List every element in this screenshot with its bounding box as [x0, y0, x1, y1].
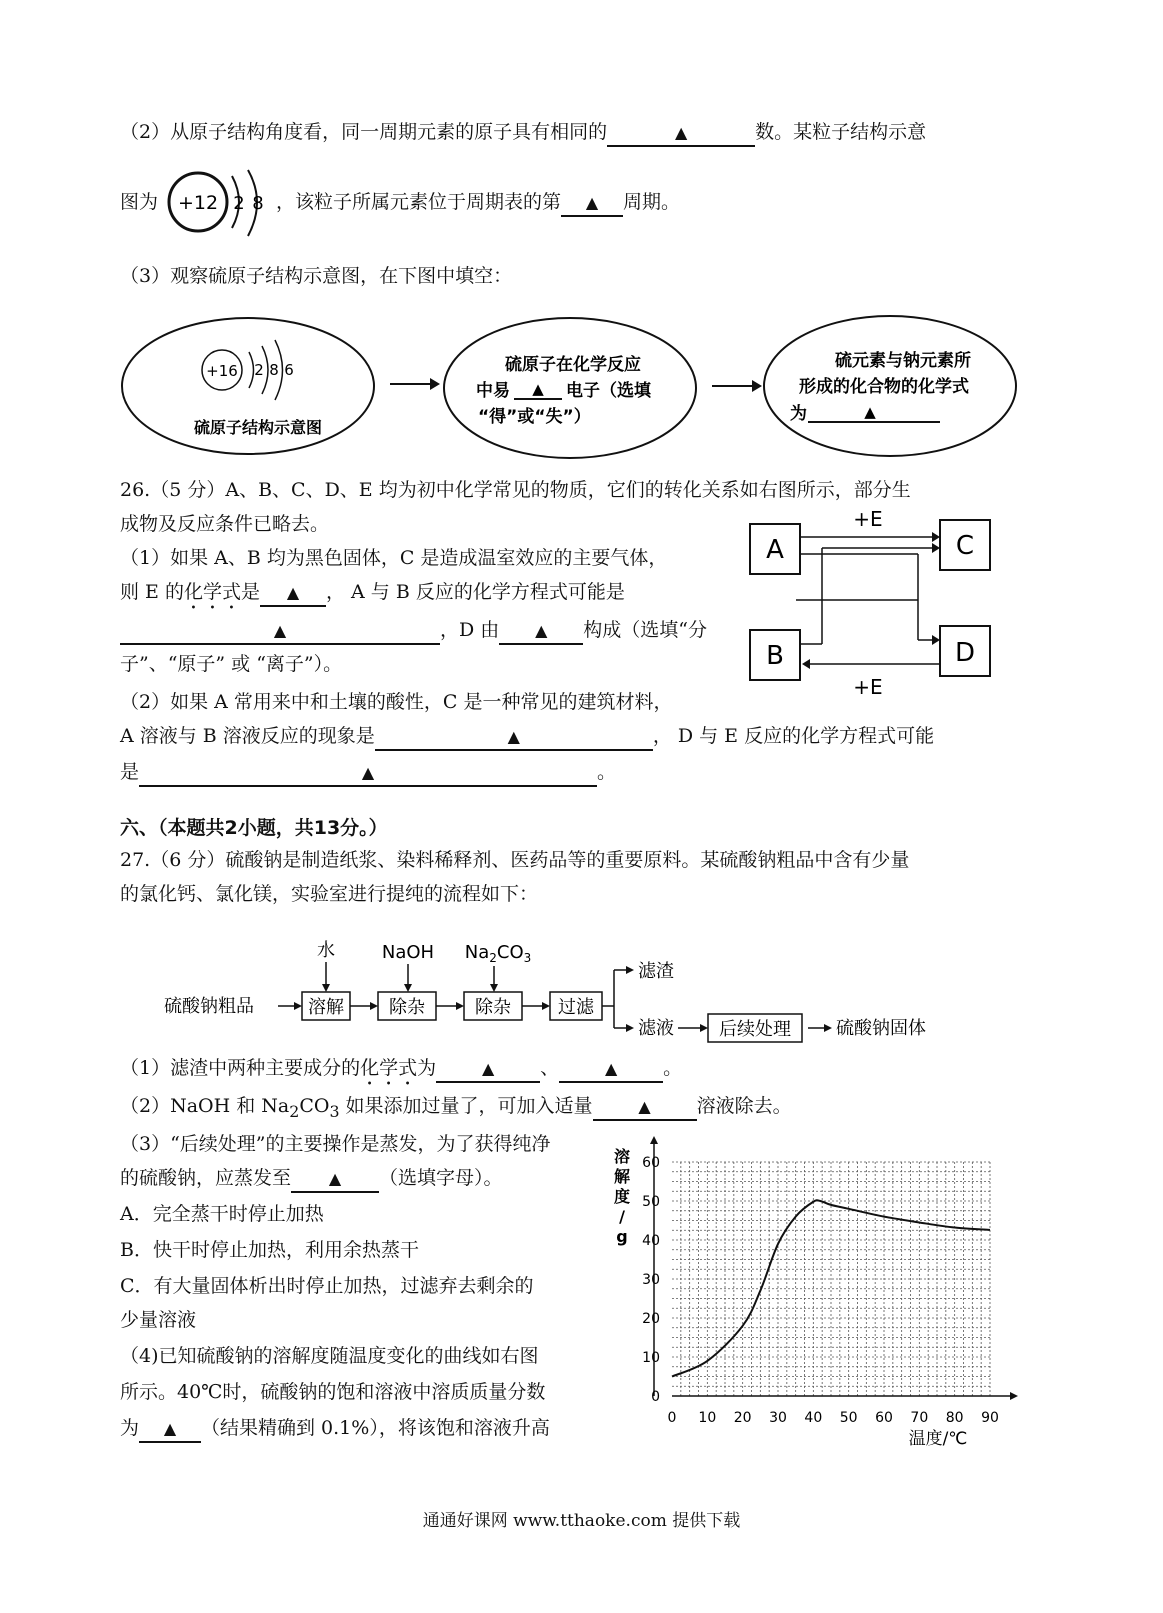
oval3-line3: 为 [790, 404, 807, 424]
q25-p2-line2: 图为 [120, 191, 159, 213]
q27-p4-line3: 为 ▲ （结果精确到 0.1%），将该饱和溶液升高 [120, 1414, 550, 1443]
q26-p2-line1: （2）如果 A 常用来中和土壤的酸性，C 是一种常见的建筑材料， [120, 691, 673, 713]
arrow-head-icon [294, 1002, 302, 1010]
y-axis-arrow-icon [650, 1136, 658, 1144]
flow-start-label: 硫酸钠粗品 [164, 996, 254, 1017]
purification-flow-diagram [160, 934, 960, 1046]
bottom-plus-e-label: +E [853, 675, 883, 699]
y-tick-label: 10 [642, 1350, 660, 1366]
answer-blank[interactable]: ▲ [291, 1166, 379, 1193]
oval2-line1: 硫原子在化学反应 [505, 355, 641, 375]
filtrate-label: 滤液 [638, 1018, 674, 1039]
sulfur-shell-1: 2 [254, 361, 264, 379]
answer-blank[interactable]: ▲ [139, 760, 597, 787]
answer-blank[interactable]: ▲ [559, 1056, 663, 1083]
sulfur-caption: 硫原子结构示意图 [193, 418, 323, 437]
option-a: A．完全蒸干时停止加热 [120, 1203, 324, 1225]
option-c-line2: 少量溶液 [120, 1309, 197, 1331]
answer-blank[interactable]: ▲ [375, 724, 653, 751]
reagent-water: 水 [317, 940, 335, 961]
arrow-head-icon [802, 659, 810, 669]
option-c-line1: C．有大量固体析出时停止加热，过滤弃去剩余的 [120, 1275, 534, 1297]
particle-shell-2: 8 [252, 193, 264, 214]
answer-blank[interactable]: ▲ [139, 1416, 201, 1443]
q26-p1-line1: （1）如果 A、B 均为黑色固体，C 是造成温室效应的主要气体， [120, 547, 668, 569]
flow-box-dissolve-label: 溶解 [308, 997, 344, 1018]
q26-intro-2: 成物及反应条件已略去。 [120, 513, 330, 535]
answer-blank[interactable]: ▲ [436, 1056, 540, 1083]
arrow-head-icon [932, 543, 940, 553]
residue-label: 滤渣 [638, 961, 674, 982]
y-tick-label: 0 [651, 1389, 660, 1405]
arrow-head-icon [932, 635, 940, 645]
q26-p1-line2: 则 E 的化学式是 ▲ ， A 与 B 反应的化学方程式可能是 [120, 578, 625, 614]
option-b: B．快干时停止加热，利用余热蒸干 [120, 1239, 419, 1261]
top-plus-e-label: +E [853, 507, 883, 531]
arrow-head-icon [490, 984, 498, 992]
sulfur-shell-3: 6 [284, 361, 294, 379]
x-tick-label: 50 [839, 1410, 858, 1426]
arrow-head-icon [752, 380, 762, 392]
q27-p1-line: （1）滤渣中两种主要成分的化学式为 ▲ 、 ▲ 。 [120, 1054, 682, 1090]
oval2-line2a: 中易 [476, 381, 510, 401]
solubility-chart [608, 1132, 1028, 1452]
y-axis-label-char: 解 [613, 1167, 631, 1186]
oval2-line3: “得”或“失”） [478, 407, 591, 427]
particle-nucleus-label: +12 [177, 192, 219, 214]
answer-blank[interactable]: ▲ [561, 190, 623, 217]
arrow-head-icon [932, 532, 940, 542]
q26-p2-line2: A 溶液与 B 溶液反应的现象是 ▲ ， D 与 E 反应的化学方程式可能 [120, 722, 934, 751]
x-tick-label: 40 [804, 1410, 823, 1426]
q27-p3-line1: （3）“后续处理”的主要操作是蒸发，为了获得纯净 [120, 1133, 551, 1155]
y-tick-label: 40 [642, 1233, 660, 1249]
answer-blank[interactable]: ▲ [120, 618, 440, 645]
x-tick-label: 30 [769, 1410, 787, 1426]
y-tick-label: 20 [642, 1311, 660, 1327]
chart-axes [650, 1136, 1018, 1400]
x-tick-label: 10 [698, 1410, 717, 1426]
reagent-na2co3: $Na_2CO_3$ [464, 942, 532, 965]
q25-p3-line: （3）观察硫原子结构示意图，在下图中填空： [120, 265, 513, 287]
answer-blank[interactable]: ▲ [260, 580, 326, 607]
chart-grid [672, 1162, 990, 1396]
particle-structure-diagram [162, 166, 282, 244]
oval2-line2b: 电子（选填 [566, 381, 651, 401]
q26-intro-1: 26.（5 分）A、B、C、D、E 均为初中化学常见的物质，它们的转化关系如右图所示，部分生 [120, 479, 911, 501]
arrow-head-icon [404, 984, 412, 992]
arrow-head-icon [430, 378, 440, 390]
box-a-label: A [766, 535, 784, 565]
q26-p1-line3: ▲ ，D 由 ▲ 构成（选填“分 [120, 616, 707, 645]
oval3-line1: 硫元素与钠元素所 [835, 351, 971, 371]
chart-ticks [642, 1155, 999, 1426]
reagent-naoh: NaOH [381, 942, 435, 963]
y-axis-label-char: / [619, 1207, 625, 1226]
q27-intro-1: 27.（6 分）硫酸钠是制造纸浆、染料稀释剂、医药品等的重要原料。某硫酸钠粗品中含有少量 [120, 849, 910, 871]
x-tick-label: 80 [945, 1410, 964, 1426]
q26-p1-line4: 子”、“原子” 或 “离子”）。 [120, 653, 343, 675]
q27-intro-2: 的氯化钙、氯化镁，实验室进行提纯的流程如下： [120, 883, 539, 905]
arrow-head-icon [626, 966, 634, 974]
flow-box-post-process-label: 后续处理 [719, 1019, 791, 1040]
abcde-relation-diagram [740, 504, 1010, 700]
page-footer: 通通好课网 www.tthaoke.com 提供下载 [422, 1511, 741, 1531]
sulfur-nucleus-label: +16 [206, 362, 238, 380]
arrow-head-icon [626, 1024, 634, 1032]
sulfur-shell-2: 8 [269, 361, 279, 379]
arrow-head-icon [700, 1024, 708, 1032]
arrow-head-icon [322, 984, 330, 992]
q26-p2-line3: 是 ▲ 。 [120, 758, 616, 787]
y-tick-label: 50 [642, 1194, 660, 1210]
chart-ylabel [614, 1147, 631, 1246]
arrow-head-icon [542, 1002, 550, 1010]
answer-blank[interactable]: ▲ [499, 618, 583, 645]
oval3-line2: 形成的化合物的化学式 [799, 377, 969, 397]
q25-p2-line1: （2）从原子结构角度看，同一周期元素的原子具有相同的 ▲ 数。某粒子结构示意 [120, 118, 926, 147]
q27-p3-line2: 的硫酸钠，应蒸发至 ▲ （选填字母）。 [120, 1164, 503, 1193]
q25-p2-line2-rest: ，该粒子所属元素位于周期表的第 ▲ 周期。 [276, 188, 680, 217]
arrow-head-icon [824, 1024, 832, 1032]
y-axis-label-char: 溶 [613, 1147, 631, 1166]
y-axis-label-char: 度 [613, 1187, 631, 1206]
answer-blank[interactable]: ▲ [593, 1094, 697, 1121]
box-d-label: D [954, 638, 976, 668]
flow-end-label: 硫酸钠固体 [836, 1018, 926, 1039]
answer-blank[interactable]: ▲ [607, 120, 755, 147]
x-axis-arrow-icon [1010, 1392, 1018, 1400]
x-tick-label: 0 [667, 1410, 677, 1426]
flow-box-remove-2-label: 除杂 [475, 997, 511, 1018]
chart-xlabel: 温度/℃ [908, 1429, 968, 1449]
x-tick-label: 90 [981, 1410, 999, 1426]
arrow-head-icon [370, 1002, 378, 1010]
q27-p4-line1: （4)已知硫酸钠的溶解度随温度变化的曲线如右图 [120, 1345, 539, 1367]
y-tick-label: 60 [642, 1155, 660, 1171]
q27-p2-line: （2）NaOH 和 $Na_2CO_3$ 如果添加过量了，可加入适量 ▲ 溶液除去。 [120, 1095, 792, 1121]
section-6-heading: 六、（本题共2小题，共13分。） [120, 817, 388, 839]
y-tick-label: 30 [642, 1272, 660, 1288]
box-b-label: B [766, 641, 784, 671]
x-tick-label: 70 [910, 1410, 929, 1426]
arrow-head-icon [456, 1002, 464, 1010]
box-c-label: C [955, 531, 975, 561]
flow-box-filter-label: 过滤 [558, 997, 594, 1018]
sulfur-flow-diagram [118, 308, 1028, 468]
flow-box-remove-1-label: 除杂 [389, 997, 425, 1018]
x-tick-label: 60 [875, 1410, 893, 1426]
y-axis-label-char: g [616, 1227, 628, 1246]
particle-shell-1: 2 [233, 193, 245, 214]
oval3-blank-mark: ▲ [864, 403, 876, 421]
oval2-blank-mark: ▲ [532, 380, 544, 398]
x-tick-label: 20 [733, 1410, 752, 1426]
q27-p4-line2: 所示。40℃时，硫酸钠的饱和溶液中溶质质量分数 [120, 1381, 546, 1403]
